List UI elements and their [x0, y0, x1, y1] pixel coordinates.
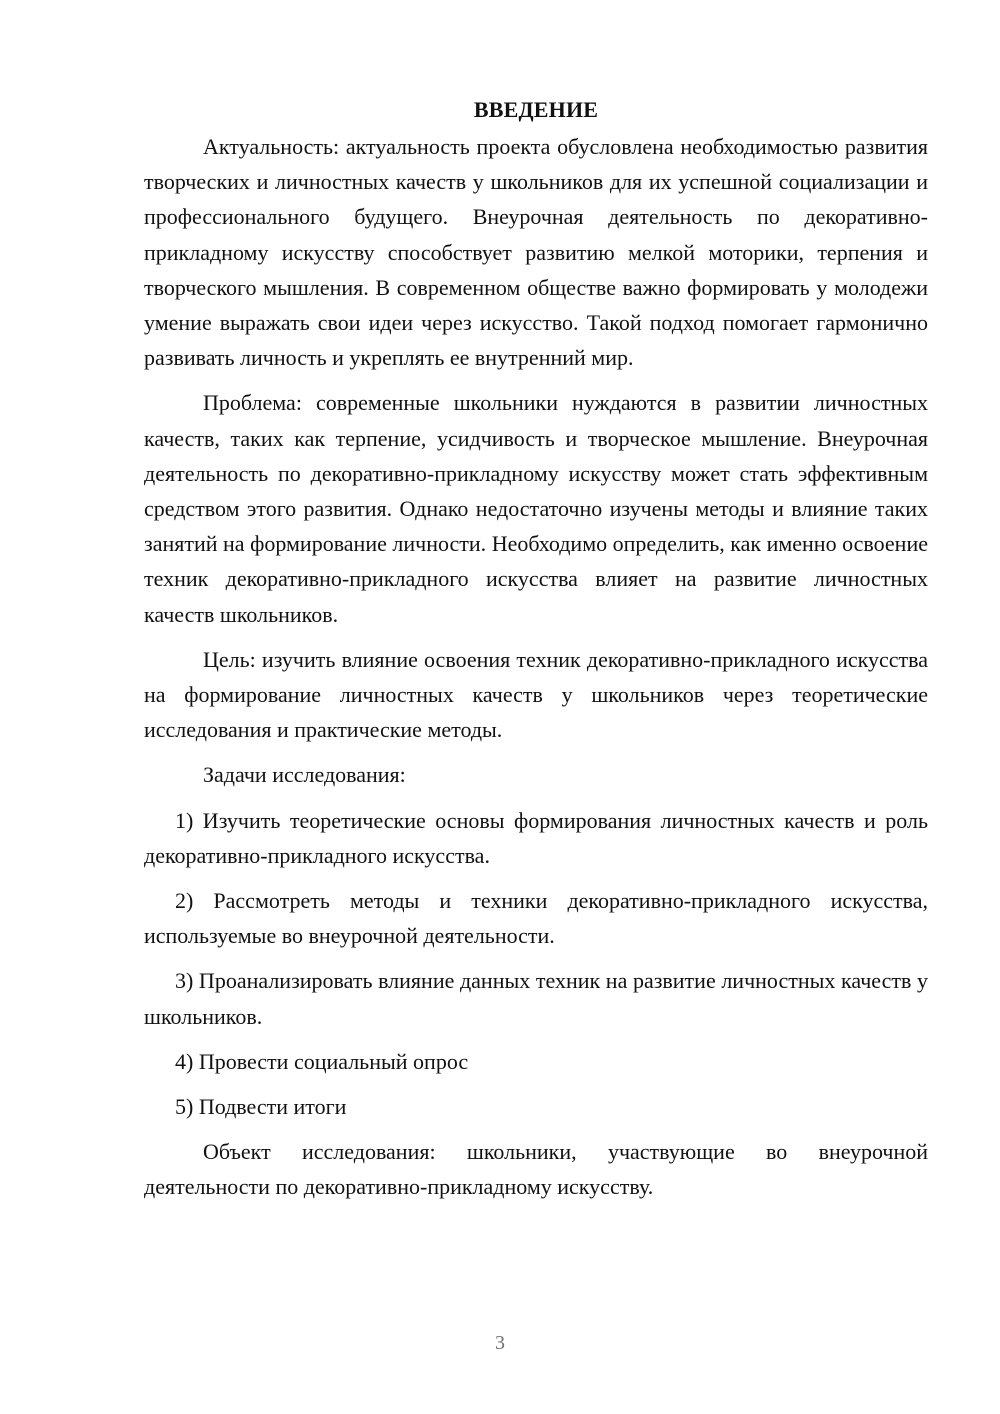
paragraph-object: Объект исследования: школьники, участвующие во внеурочной деятельности по декоративно-прикладному искусству.	[144, 1139, 928, 1200]
list-item: 1) Изучить теоретические основы формирования личностных качеств и роль декоративно-прикладного искусства.	[144, 807, 928, 868]
paragraph-goal: Цель: изучить влияние освоения техник декоративно-прикладного искусства на формирование личностных качеств у школьников через теоретические исследования и практические методы.	[144, 646, 928, 743]
list-item: 4) Провести социальный опрос	[175, 1048, 469, 1074]
paragraph-relevance: Актуальность: актуальность проекта обусловлена необходимостью развития творческих и личностных качеств у школьников для их успешной социализации и профессионального будущего. Внеурочная деятельность по декоративно-прикладному искусству способствует развитию мелкой моторики, терпения и творческого мышления. В современном обществе важно формировать у молодежи умение выражать свои идеи через искусство. Такой подход помогает гармонично развивать личность и укреплять ее внутренний мир.	[144, 134, 928, 371]
list-item: 2) Рассмотреть методы и техники декоративно-прикладного искусства, используемые во внеурочной деятельности.	[144, 888, 928, 949]
document-page	[144, 92, 928, 1215]
tasks-list	[144, 803, 928, 1125]
page-title: ВВЕДЕНИЕ	[473, 97, 599, 122]
paragraph-problem: Проблема: современные школьники нуждаются в развитии личностных качеств, таких как терпение, усидчивость и творческое мышление. Внеурочная деятельность по декоративно-прикладному искусству может стать эффективным средством этого развития. Однако недостаточно изучены методы и влияние таких занятий на формирование личности. Необходимо определить, как именно освоение техник декоративно-прикладного искусства влияет на развитие личностных качеств школьников.	[144, 390, 928, 627]
page-number: 3	[495, 1332, 505, 1354]
list-item: 3) Проанализировать влияние данных техник на развитие личностных качеств у школьников.	[144, 968, 928, 1029]
tasks-heading: Задачи исследования:	[203, 762, 406, 788]
list-item: 5) Подвести итоги	[175, 1094, 347, 1120]
